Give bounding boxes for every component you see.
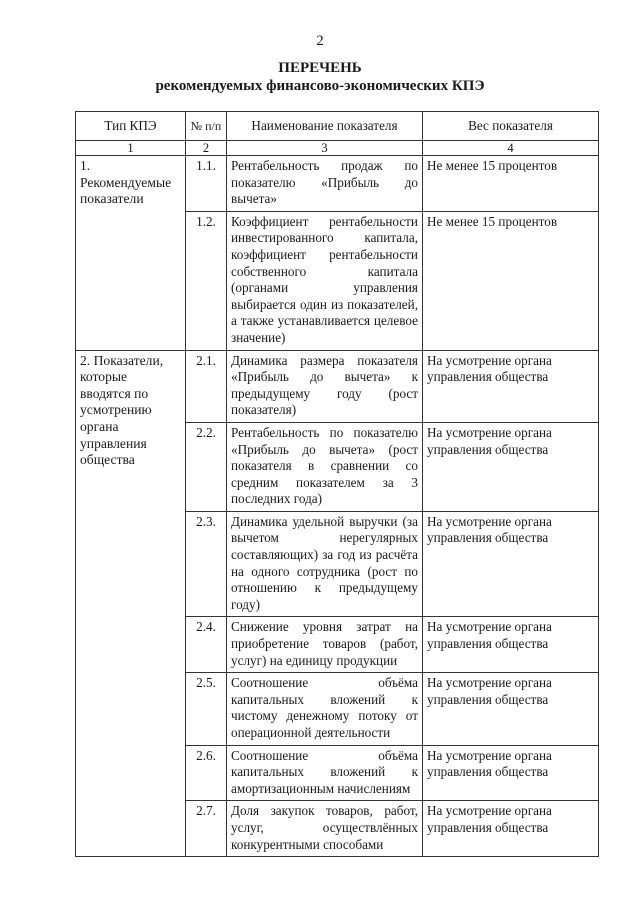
header-num: № п/п (186, 112, 227, 141)
indicator-weight: На усмотрение органа управления общества (423, 511, 599, 617)
indicator-name: Соотношение объёма капитальных вложений к чистому денежному потоку от операционной деятельности (227, 673, 423, 745)
row-number: 2.3. (186, 511, 227, 617)
column-index-cell: 3 (227, 141, 423, 156)
indicator-name: Коэффициент рентабельности инвестированного капитала, коэффициент рентабельности собственного капитала (органами управления выбирается один из показателей, а также устанавливается целевое значение) (227, 211, 423, 350)
title-line-2: рекомендуемых финансово-экономических КПЭ (155, 78, 485, 94)
indicator-weight: На усмотрение органа управления общества (423, 673, 599, 745)
indicator-name: Соотношение объёма капитальных вложений к амортизационным начислениям (227, 745, 423, 801)
indicator-name: Доля закупок товаров, работ, услуг, осуществлённых конкурентными способами (227, 801, 423, 857)
row-number: 2.5. (186, 673, 227, 745)
document-title (0, 59, 640, 95)
page-number: 2 (316, 33, 324, 49)
row-number: 2.6. (186, 745, 227, 801)
row-number: 2.1. (186, 350, 227, 422)
column-index-cell: 1 (76, 141, 186, 156)
indicator-weight: Не менее 15 процентов (423, 156, 599, 212)
indicator-name: Снижение уровня затрат на приобретение товаров (работ, услуг) на единицу продукции (227, 617, 423, 673)
indicator-weight: На усмотрение органа управления общества (423, 350, 599, 422)
indicator-name: Динамика размера показателя «Прибыль до вычета» к предыдущему году (рост показателя) (227, 350, 423, 422)
title-line-1: ПЕРЕЧЕНЬ (278, 60, 362, 76)
row-number: 1.2. (186, 211, 227, 350)
indicator-weight: На усмотрение органа управления общества (423, 422, 599, 511)
table-row (76, 156, 599, 212)
kpi-table (75, 111, 599, 857)
indicator-weight: Не менее 15 процентов (423, 211, 599, 350)
column-index-cell: 2 (186, 141, 227, 156)
indicator-name: Рентабельность продаж по показателю «Прибыль до вычета» (227, 156, 423, 212)
indicator-weight: На усмотрение органа управления общества (423, 745, 599, 801)
header-type: Тип КПЭ (76, 112, 186, 141)
column-index-row (76, 141, 599, 156)
row-number: 1.1. (186, 156, 227, 212)
header-row (76, 112, 599, 141)
row-number: 2.4. (186, 617, 227, 673)
indicator-name: Рентабельность по показателю «Прибыль до вычета» (рост показателя в сравнении со средним показателем за 3 последних года) (227, 422, 423, 511)
indicator-name: Динамика удельной выручки (за вычетом нерегулярных составляющих) за год из расчёта на одного сотрудника (рост по отношению к предыдущему году) (227, 511, 423, 617)
row-number: 2.7. (186, 801, 227, 857)
kpi-type-cell: 2. Показатели, которые вводятся по усмотрению органа управления общества (76, 350, 186, 857)
kpi-type-cell: 1. Рекомендуемые показатели (76, 156, 186, 351)
table-row (76, 350, 599, 422)
header-weight: Вес показателя (423, 112, 599, 141)
indicator-weight: На усмотрение органа управления общества (423, 801, 599, 857)
header-name: Наименование показателя (227, 112, 423, 141)
row-number: 2.2. (186, 422, 227, 511)
column-index-cell: 4 (423, 141, 599, 156)
indicator-weight: На усмотрение органа управления общества (423, 617, 599, 673)
